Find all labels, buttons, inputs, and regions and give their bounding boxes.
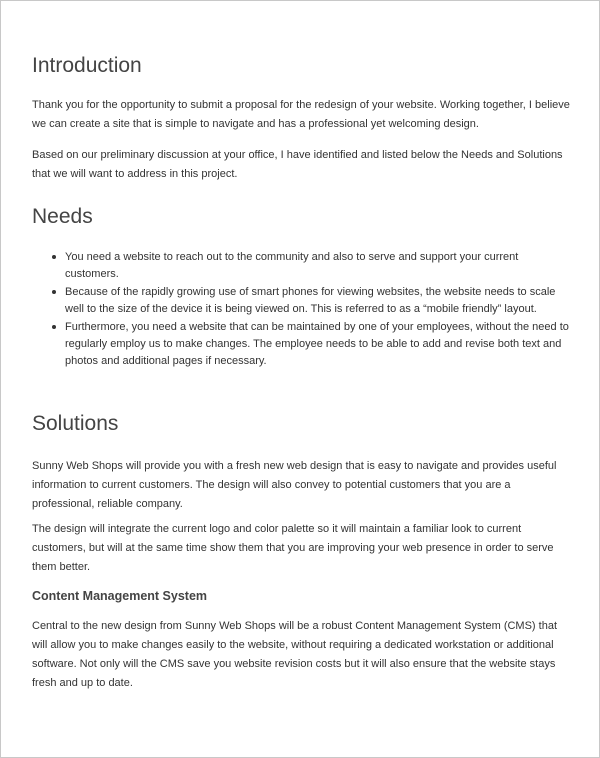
cms-subheading: Content Management System xyxy=(32,589,208,603)
cms-paragraph: Central to the new design from Sunny Web Shops will be a robust Content Management System (CMS) that will allow you to make changes easily to the website, without requiring a dedicated workstation or additional software. Not only will the CMS save you website revision costs but it will also ensure that the website stays fresh and up to date. xyxy=(32,620,557,689)
solutions-paragraph-1: Sunny Web Shops will provide you with a fresh new web design that is easy to navigate and provides useful information to current customers. The design will also convey to potential customers that you are a professional, reliable company. xyxy=(32,460,557,510)
list-item: You need a website to reach out to the community and also to serve and support your current customers. xyxy=(65,249,570,284)
list-item: Furthermore, you need a website that can be maintained by one of your employees, without the need to regularly employ us to make changes. The employee needs to be able to add and revise both text and photos and additional pages if necessary. xyxy=(65,319,570,371)
solutions-heading: Solutions xyxy=(32,412,119,435)
introduction-heading: Introduction xyxy=(32,54,142,77)
introduction-paragraph-2: Based on our preliminary discussion at your office, I have identified and listed below the Needs and Solutions that we will want to address in this project. xyxy=(32,149,563,180)
solutions-paragraph-2: The design will integrate the current logo and color palette so it will maintain a familiar look to current customers, but will at the same time show them that you are improving your web presence in order to serve them better. xyxy=(32,523,554,573)
needs-list xyxy=(50,249,570,371)
introduction-paragraph-1: Thank you for the opportunity to submit a proposal for the redesign of your website. Working together, I believe we can create a site that is simple to navigate and has a professional yet welcoming design. xyxy=(32,99,570,130)
needs-heading: Needs xyxy=(32,205,93,228)
list-item: Because of the rapidly growing use of smart phones for viewing websites, the website needs to scale well to the size of the device it is being viewed on. This is referred to as a “mobile friendly” layout. xyxy=(65,284,570,319)
